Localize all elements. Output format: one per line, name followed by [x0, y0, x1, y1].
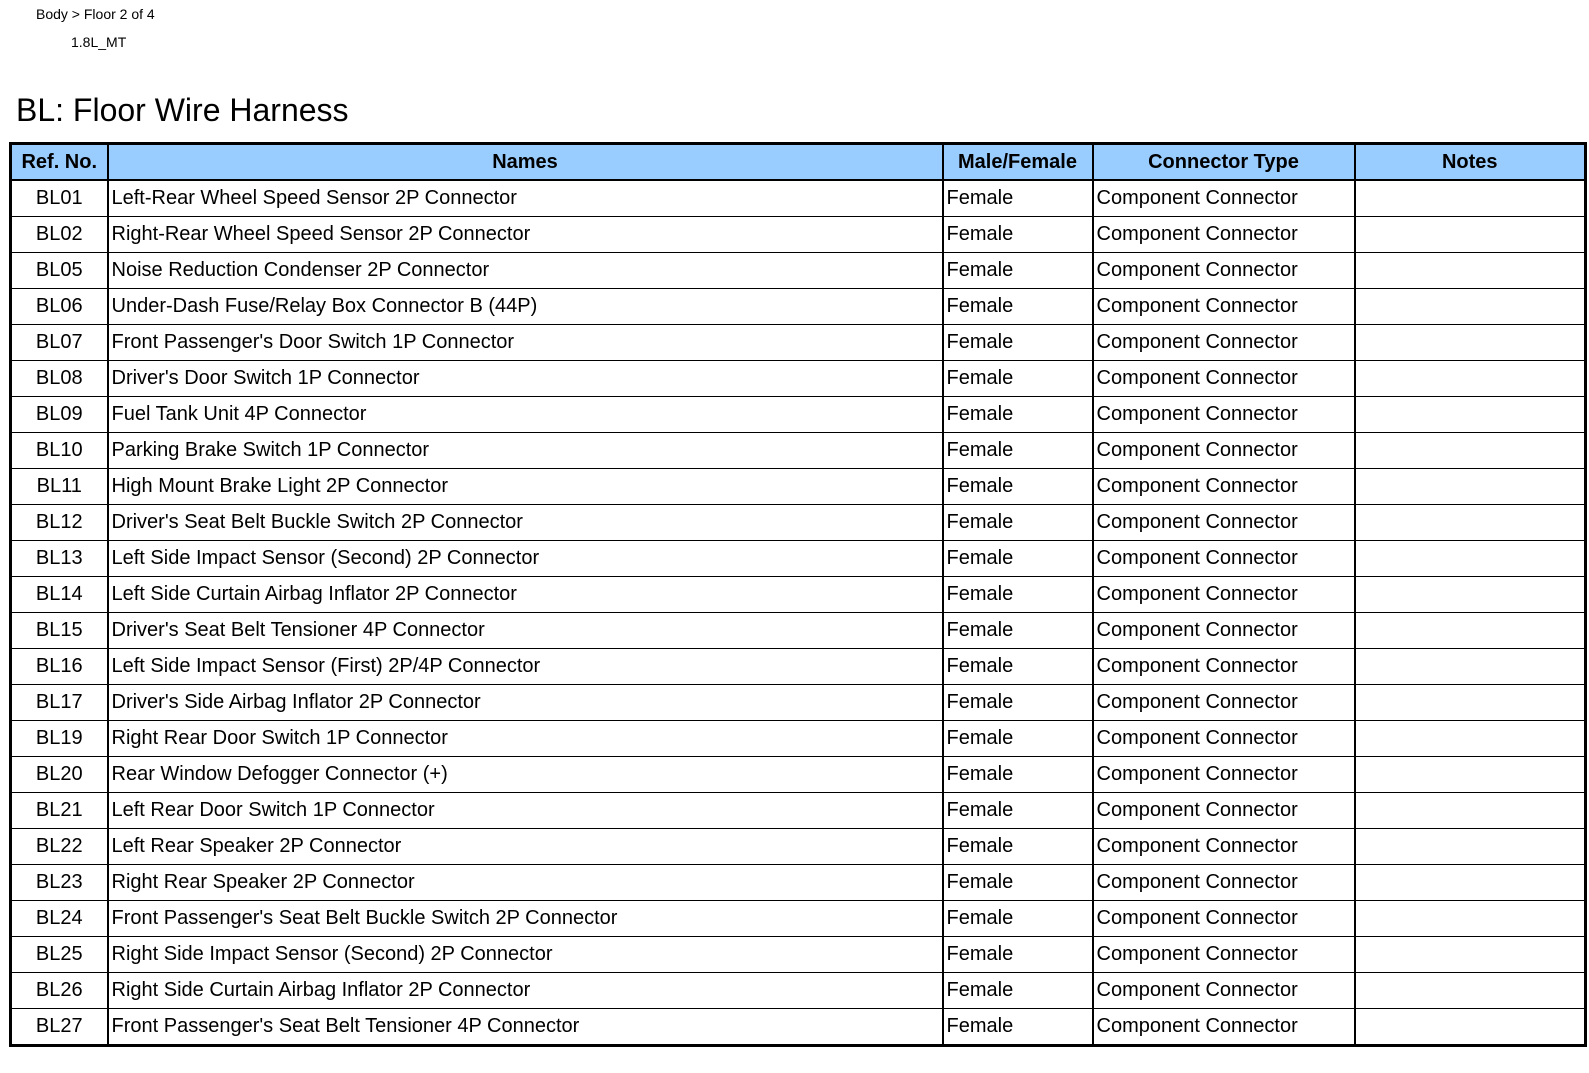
table-row — [11, 973, 1586, 1009]
notes-cell — [1355, 361, 1586, 397]
ref-cell: BL20 — [11, 757, 108, 793]
connector-type-cell: Component Connector — [1093, 973, 1355, 1009]
gender-cell: Female — [943, 829, 1093, 865]
table-row — [11, 793, 1586, 829]
table-row — [11, 289, 1586, 325]
table-row — [11, 901, 1586, 937]
notes-cell — [1355, 793, 1586, 829]
ref-cell: BL05 — [11, 253, 108, 289]
table-row — [11, 577, 1586, 613]
gender-cell: Female — [943, 901, 1093, 937]
ref-cell: BL14 — [11, 577, 108, 613]
gender-cell: Female — [943, 180, 1093, 217]
gender-cell: Female — [943, 613, 1093, 649]
notes-cell — [1355, 901, 1586, 937]
notes-cell — [1355, 180, 1586, 217]
connector-type-cell: Component Connector — [1093, 793, 1355, 829]
connector-type-cell: Component Connector — [1093, 253, 1355, 289]
connector-type-cell: Component Connector — [1093, 901, 1355, 937]
connector-type-cell: Component Connector — [1093, 325, 1355, 361]
table-row — [11, 757, 1586, 793]
notes-cell — [1355, 397, 1586, 433]
connector-type-cell: Component Connector — [1093, 937, 1355, 973]
name-cell: Rear Window Defogger Connector (+) — [108, 757, 943, 793]
ref-cell: BL10 — [11, 433, 108, 469]
name-cell: Fuel Tank Unit 4P Connector — [108, 397, 943, 433]
column-header-ref: Ref. No. — [11, 144, 108, 181]
notes-cell — [1355, 433, 1586, 469]
ref-cell: BL16 — [11, 649, 108, 685]
gender-cell: Female — [943, 433, 1093, 469]
connector-type-cell: Component Connector — [1093, 469, 1355, 505]
name-cell: Parking Brake Switch 1P Connector — [108, 433, 943, 469]
table-row — [11, 865, 1586, 901]
column-header-gender: Male/Female — [943, 144, 1093, 181]
table-row — [11, 685, 1586, 721]
table-header-row — [11, 144, 1586, 181]
notes-cell — [1355, 541, 1586, 577]
gender-cell: Female — [943, 253, 1093, 289]
column-header-connector-type: Connector Type — [1093, 144, 1355, 181]
ref-cell: BL26 — [11, 973, 108, 1009]
gender-cell: Female — [943, 685, 1093, 721]
name-cell: Driver's Seat Belt Buckle Switch 2P Connector — [108, 505, 943, 541]
table-row — [11, 469, 1586, 505]
ref-cell: BL12 — [11, 505, 108, 541]
gender-cell: Female — [943, 397, 1093, 433]
notes-cell — [1355, 325, 1586, 361]
name-cell: Driver's Side Airbag Inflator 2P Connector — [108, 685, 943, 721]
notes-cell — [1355, 505, 1586, 541]
table-row — [11, 325, 1586, 361]
name-cell: Right Side Curtain Airbag Inflator 2P Connector — [108, 973, 943, 1009]
ref-cell: BL23 — [11, 865, 108, 901]
connector-type-cell: Component Connector — [1093, 541, 1355, 577]
name-cell: Left Rear Speaker 2P Connector — [108, 829, 943, 865]
ref-cell: BL21 — [11, 793, 108, 829]
connector-type-cell: Component Connector — [1093, 217, 1355, 253]
notes-cell — [1355, 865, 1586, 901]
table-row — [11, 937, 1586, 973]
variant-label: 1.8L_MT — [71, 34, 127, 50]
name-cell: Front Passenger's Seat Belt Tensioner 4P Connector — [108, 1009, 943, 1046]
notes-cell — [1355, 757, 1586, 793]
column-header-notes: Notes — [1355, 144, 1586, 181]
ref-cell: BL09 — [11, 397, 108, 433]
notes-cell — [1355, 937, 1586, 973]
connector-type-cell: Component Connector — [1093, 829, 1355, 865]
name-cell: Right Rear Speaker 2P Connector — [108, 865, 943, 901]
notes-cell — [1355, 613, 1586, 649]
name-cell: Front Passenger's Seat Belt Buckle Switch 2P Connector — [108, 901, 943, 937]
ref-cell: BL06 — [11, 289, 108, 325]
notes-cell — [1355, 721, 1586, 757]
connector-type-cell: Component Connector — [1093, 577, 1355, 613]
page-title: BL: Floor Wire Harness — [16, 92, 349, 128]
name-cell: Right Rear Door Switch 1P Connector — [108, 721, 943, 757]
gender-cell: Female — [943, 289, 1093, 325]
gender-cell: Female — [943, 865, 1093, 901]
table-row — [11, 721, 1586, 757]
name-cell: Noise Reduction Condenser 2P Connector — [108, 253, 943, 289]
table-row — [11, 505, 1586, 541]
gender-cell: Female — [943, 325, 1093, 361]
name-cell: Right Side Impact Sensor (Second) 2P Connector — [108, 937, 943, 973]
gender-cell: Female — [943, 757, 1093, 793]
connector-type-cell: Component Connector — [1093, 649, 1355, 685]
name-cell: Left Side Impact Sensor (Second) 2P Connector — [108, 541, 943, 577]
ref-cell: BL27 — [11, 1009, 108, 1046]
ref-cell: BL08 — [11, 361, 108, 397]
name-cell: Front Passenger's Door Switch 1P Connector — [108, 325, 943, 361]
gender-cell: Female — [943, 469, 1093, 505]
table-row — [11, 649, 1586, 685]
connector-type-cell: Component Connector — [1093, 180, 1355, 217]
gender-cell: Female — [943, 793, 1093, 829]
gender-cell: Female — [943, 973, 1093, 1009]
name-cell: Driver's Door Switch 1P Connector — [108, 361, 943, 397]
ref-cell: BL13 — [11, 541, 108, 577]
notes-cell — [1355, 217, 1586, 253]
name-cell: Left Side Impact Sensor (First) 2P/4P Connector — [108, 649, 943, 685]
name-cell: High Mount Brake Light 2P Connector — [108, 469, 943, 505]
ref-cell: BL19 — [11, 721, 108, 757]
name-cell: Left Side Curtain Airbag Inflator 2P Connector — [108, 577, 943, 613]
table-row — [11, 361, 1586, 397]
connector-type-cell: Component Connector — [1093, 289, 1355, 325]
table-row — [11, 253, 1586, 289]
column-header-names: Names — [108, 144, 943, 181]
connector-table — [9, 142, 1587, 1047]
name-cell: Left-Rear Wheel Speed Sensor 2P Connector — [108, 180, 943, 217]
gender-cell: Female — [943, 721, 1093, 757]
gender-cell: Female — [943, 361, 1093, 397]
notes-cell — [1355, 1009, 1586, 1046]
ref-cell: BL22 — [11, 829, 108, 865]
connector-type-cell: Component Connector — [1093, 613, 1355, 649]
gender-cell: Female — [943, 937, 1093, 973]
notes-cell — [1355, 649, 1586, 685]
table-row — [11, 1009, 1586, 1046]
notes-cell — [1355, 289, 1586, 325]
name-cell: Under-Dash Fuse/Relay Box Connector B (44P) — [108, 289, 943, 325]
table-row — [11, 829, 1586, 865]
gender-cell: Female — [943, 217, 1093, 253]
gender-cell: Female — [943, 577, 1093, 613]
notes-cell — [1355, 253, 1586, 289]
table-row — [11, 180, 1586, 217]
notes-cell — [1355, 469, 1586, 505]
table-row — [11, 433, 1586, 469]
notes-cell — [1355, 973, 1586, 1009]
ref-cell: BL25 — [11, 937, 108, 973]
ref-cell: BL24 — [11, 901, 108, 937]
connector-type-cell: Component Connector — [1093, 757, 1355, 793]
connector-type-cell: Component Connector — [1093, 361, 1355, 397]
table-row — [11, 217, 1586, 253]
connector-type-cell: Component Connector — [1093, 865, 1355, 901]
notes-cell — [1355, 685, 1586, 721]
table-row — [11, 613, 1586, 649]
name-cell: Right-Rear Wheel Speed Sensor 2P Connector — [108, 217, 943, 253]
gender-cell: Female — [943, 505, 1093, 541]
ref-cell: BL07 — [11, 325, 108, 361]
notes-cell — [1355, 829, 1586, 865]
gender-cell: Female — [943, 649, 1093, 685]
connector-type-cell: Component Connector — [1093, 433, 1355, 469]
connector-type-cell: Component Connector — [1093, 397, 1355, 433]
ref-cell: BL17 — [11, 685, 108, 721]
connector-type-cell: Component Connector — [1093, 505, 1355, 541]
gender-cell: Female — [943, 541, 1093, 577]
table-body — [11, 180, 1586, 1046]
table-row — [11, 397, 1586, 433]
connector-type-cell: Component Connector — [1093, 721, 1355, 757]
ref-cell: BL11 — [11, 469, 108, 505]
table-row — [11, 541, 1586, 577]
ref-cell: BL01 — [11, 180, 108, 217]
breadcrumb: Body > Floor 2 of 4 — [36, 6, 155, 22]
connector-type-cell: Component Connector — [1093, 1009, 1355, 1046]
name-cell: Left Rear Door Switch 1P Connector — [108, 793, 943, 829]
notes-cell — [1355, 577, 1586, 613]
ref-cell: BL02 — [11, 217, 108, 253]
ref-cell: BL15 — [11, 613, 108, 649]
connector-type-cell: Component Connector — [1093, 685, 1355, 721]
name-cell: Driver's Seat Belt Tensioner 4P Connector — [108, 613, 943, 649]
gender-cell: Female — [943, 1009, 1093, 1046]
